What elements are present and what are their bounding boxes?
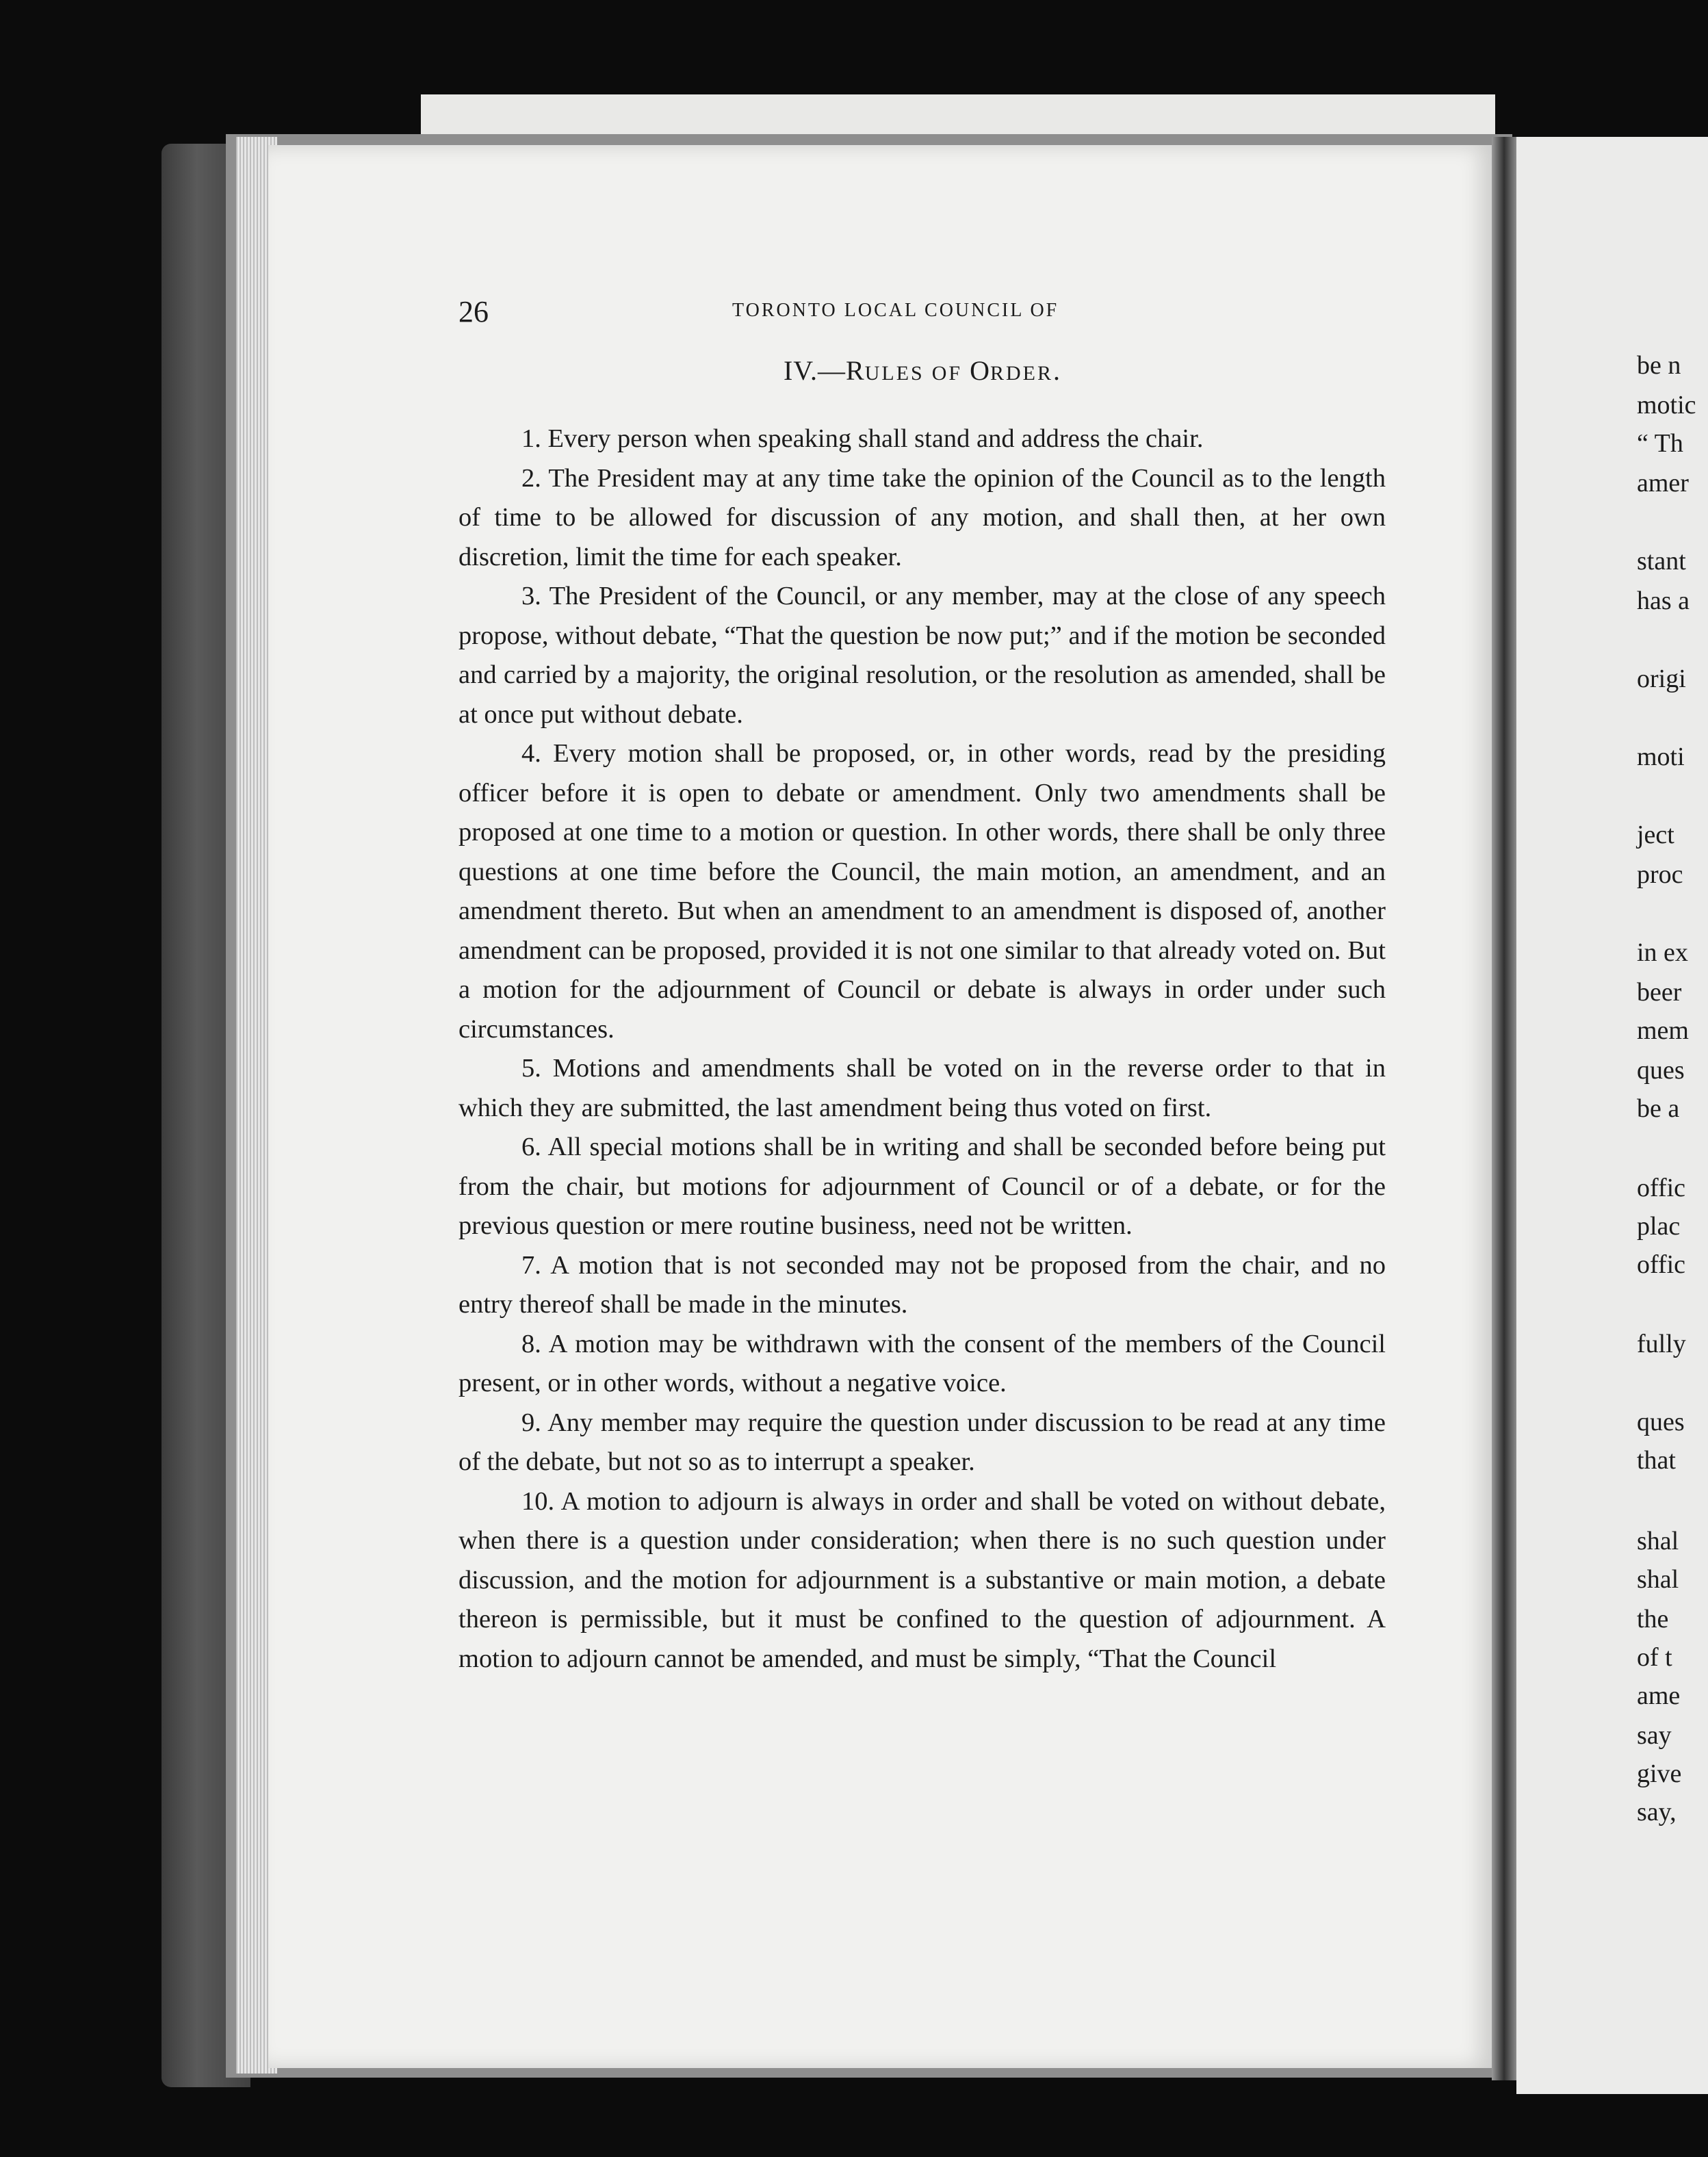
page-number: 26 <box>458 295 489 328</box>
facing-page-line: has a <box>1637 586 1690 615</box>
rule-8: 8. A motion may be withdrawn with the consent of the members of the Council present, or in other words, without a negative voice. <box>458 1329 1386 1397</box>
facing-page-line: in ex <box>1637 938 1688 967</box>
facing-page-line: offic <box>1637 1174 1686 1202</box>
facing-page-line: the <box>1637 1605 1669 1633</box>
facing-page <box>1516 137 1708 2094</box>
rule-10: 10. A motion to adjourn is always in order and shall be voted on without debate, when there is a question under consideration; when there is no such question under discussion, and the motion for adjournment is a substantive or main motion, a debate thereon is permissible, but it must be confined to the question of adjournment. A motion to adjourn cannot be amended, and must be simply, “That the Council <box>458 1486 1386 1673</box>
facing-page-line: ame <box>1637 1681 1681 1710</box>
facing-page-line: origi <box>1637 664 1686 693</box>
facing-page-line: fully <box>1637 1330 1686 1358</box>
facing-page-line: amer <box>1637 469 1689 498</box>
rule-3: 3. The President of the Council, or any member, may at the close of any speech propose, without debate, “That the question be now put;” and if the motion be seconded and carried by a majority, the original resolution, or the resolution as amended, shall be at once put without debate. <box>458 582 1386 729</box>
facing-page-line: ques <box>1637 1056 1685 1085</box>
rule-4: 4. Every motion shall be proposed, or, in other words, read by the presiding officer before it is open to debate or amendment. Only two amendments shall be proposed at one time to a motion or question. In other words, there shall be only three questions at one time before the Council, the main motion, an amendment, and an amendment thereto. But when an amendment to an amendment is disposed of, another amendment can be proposed, provided it is not one similar to that already voted on. But a motion for the adjournment of Council or debate is always in order under such circumstances. <box>458 739 1386 1044</box>
book-gutter <box>1492 137 1516 2080</box>
facing-page-line: proc <box>1637 860 1683 889</box>
facing-page-line: be n <box>1637 351 1681 380</box>
facing-page-line: ject <box>1637 821 1674 849</box>
facing-page-line: of t <box>1637 1643 1672 1672</box>
running-title: TORONTO LOCAL COUNCIL OF <box>732 300 1059 321</box>
facing-page-line: offic <box>1637 1250 1686 1279</box>
facing-page-line: beer <box>1637 978 1682 1007</box>
facing-page-line: stant <box>1637 547 1686 576</box>
facing-page-line: motic <box>1637 391 1696 419</box>
facing-page-line: say <box>1637 1721 1672 1750</box>
facing-page-line: give <box>1637 1759 1682 1788</box>
facing-page-line: moti <box>1637 742 1685 771</box>
rule-2: 2. The President may at any time take the opinion of the Council as to the length of time to be allowed for discussion of any motion, and shall then, at her own discretion, limit the time for each speaker. <box>458 463 1386 571</box>
facing-page-line: mem <box>1637 1016 1689 1045</box>
facing-page-line: shal <box>1637 1565 1679 1594</box>
rule-6: 6. All special motions shall be in writing and shall be seconded before being put from the chair, but motions for adjournment of Council or of a debate, or for the previous question or mere routine business, need not be written. <box>458 1133 1386 1240</box>
section-heading: IV.—RULES OF ORDER. <box>783 355 1061 386</box>
facing-page-line: be a <box>1637 1094 1680 1123</box>
running-head <box>458 294 1386 335</box>
rule-9: 9. Any member may require the question under discussion to be read at any time of the debate, but not so as to interrupt a speaker. <box>458 1408 1386 1476</box>
facing-page-line: shal <box>1637 1527 1679 1555</box>
facing-page-line: say, <box>1637 1798 1677 1826</box>
facing-page-line: plac <box>1637 1212 1681 1241</box>
facing-page-line: “ Th <box>1637 429 1683 458</box>
rule-7: 7. A motion that is not seconded may not be proposed from the chair, and no entry thereof shall be made in the minutes. <box>458 1250 1386 1319</box>
facing-page-line: that <box>1637 1446 1676 1475</box>
page-content <box>458 294 1386 1679</box>
rule-5: 5. Motions and amendments shall be voted on in the reverse order to that in which they are submitted, the last amendment being thus voted on first. <box>458 1054 1386 1122</box>
facing-page-line: ques <box>1637 1408 1685 1436</box>
rule-1: 1. Every person when speaking shall stand and address the chair. <box>521 424 1204 453</box>
